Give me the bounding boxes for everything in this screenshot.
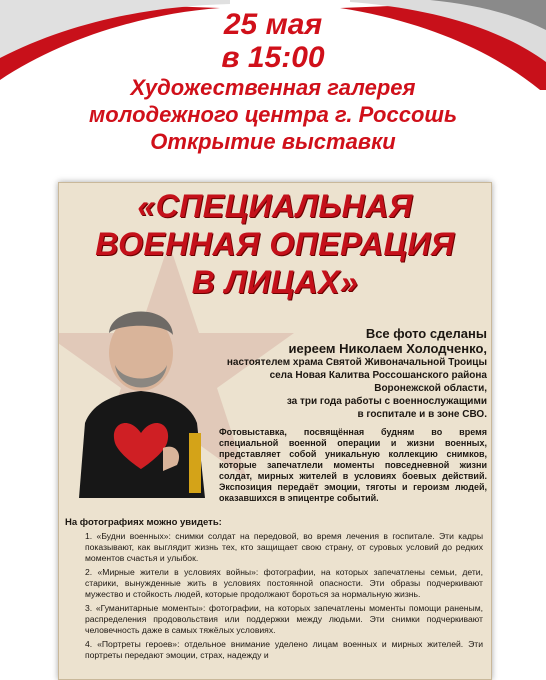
list-item: 3. «Гуманитарные моменты»: фотографии, на которых запечатлены моменты помощи раненым, распределения продовольствия или поддержки между людьми. Эти снимки подчеркивают человечность даже в самых тяжёлых условиях. — [85, 603, 483, 635]
event-time: в 15:00 — [221, 41, 325, 74]
exhibition-description: Фотовыставка, посвящённая будням во время специальной военной операции и жизни военных, представляет собой уникальную коллекцию снимков, которые запечатлели моменты повседневной жизни солдат, мирных жителей в условиях боевых действий. Экспозиция передаёт эмоции, тяготы и героизм людей, оказавшихся в эпицентре событий. — [219, 427, 487, 503]
poster-title-line-3: В ЛИЦАХ» — [191, 264, 359, 300]
venue-line-1: Художественная галерея — [130, 75, 416, 100]
poster-title-line-1: «СПЕЦИАЛЬНАЯ — [137, 188, 413, 224]
credit-line-3: настоятелем храма Святой Живоначальной Троицы — [226, 357, 487, 368]
credit-line-2: иереем Николаем Холодченко, — [288, 341, 487, 356]
event-date: 25 мая — [223, 8, 323, 41]
priest-portrait-photo — [59, 283, 229, 498]
list-item: 2. «Мирные жители в условиях войны»: фотографии, на которых запечатлены семьи, дети, старики, вынужденные жить в условиях постоянной опасности. Эти образы подчеркивают мужество и стойкость людей, которые продолжают бороться за нормальную жизнь. — [85, 567, 483, 599]
list-item: 4. «Портреты героев»: отдельное внимание уделено лицам военных и мирных жителей. Эти портреты передают эмоции, страх, надежду и — [85, 639, 483, 660]
event-header — [0, 8, 546, 155]
list-heading: На фотографиях можно увидеть: — [65, 517, 222, 528]
credit-line-5: Воронежской области, — [374, 383, 487, 394]
venue-line-2: молодежного центра г. Россошь — [88, 102, 458, 127]
photo-topics-list — [85, 531, 483, 664]
credit-line-4: села Новая Калитва Россошанского района — [269, 370, 487, 381]
credit-line-1: Все фото сделаны — [365, 326, 487, 341]
exhibition-poster — [58, 182, 492, 680]
poster-title-line-2: ВОЕННАЯ ОПЕРАЦИЯ — [95, 226, 455, 262]
list-item: 1. «Будни военных»: снимки солдат на передовой, во время лечения в госпитале. Эти кадры показывают, как выглядит жизнь тех, кто защищает свою страну, от суровых условий до редких моментов счастья и улыбок. — [85, 531, 483, 563]
event-type: Открытие выставки — [150, 129, 396, 154]
credit-line-6: за три года работы с военнослужащими — [286, 396, 487, 407]
photo-credit — [209, 326, 487, 421]
credit-line-7: в госпитале и в зоне СВО. — [357, 409, 487, 420]
